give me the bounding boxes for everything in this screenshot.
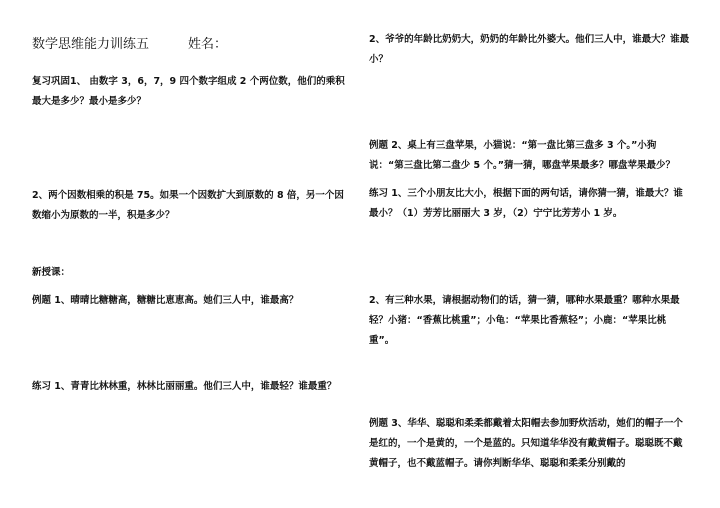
example-3: 例题 3、华华、聪聪和柔柔都戴着太阳帽去参加野炊活动，她们的帽子一个是红的，一个是黄的，一个是蓝的。只知道华华没有戴黄帽子。聪聪既不戴黄帽子，也不戴蓝帽子。请你判断华华、聪聪和柔柔分别戴的 [369,418,683,469]
review-question-1: 复习巩固1、 由数字 3，6，7，9 四个数字组成 2 个两位数，他们的乘积最大是多少？最小是多少？ [32,76,345,107]
practice-2: 2、有三种水果，请根据动物们的话，猜一猜，哪种水果最重？哪种水果最轻？小猪：“香蕉比桃重”；小龟：“苹果比香蕉轻”；小鹿：“苹果比桃重”。 [369,295,680,346]
new-lesson-heading: 新授课： [32,267,71,278]
review-question-2b: 2、爷爷的年龄比奶奶大，奶奶的年龄比外婆大。他们三人中，谁最大？谁最小？ [369,34,690,65]
practice-1: 练习 1、青青比林林重，林林比丽丽重。他们三人中，谁最轻？谁最重？ [32,381,337,392]
practice-1b: 练习 1、三个小朋友比大小，根据下面的两句话，请你猜一猜，谁最大？谁最小？（1）芳芳比丽丽大 3 岁，（2）宁宁比芳芳小 1 岁。 [369,188,683,219]
page-title: 数学思维能力训练五 [32,37,150,52]
header [32,34,352,56]
example-1: 例题 1、晴晴比糖糖高，糖糖比恵恵高。她们三人中，谁最高？ [32,295,299,306]
name-label: 姓名： [188,37,228,52]
example-2: 例题 2、桌上有三盘苹果，小猫说：“第一盘比第三盘多 3 个。”小狗说：“第三盘比第二盘少 5 个。”猜一猜，哪盘苹果最多？哪盘苹果最少？ [369,140,675,171]
review-question-2: 2、两个因数相乘的积是 75。如果一个因数扩大到原数的 8 倍，另一个因数缩小为原数的一半，积是多少？ [32,190,344,221]
